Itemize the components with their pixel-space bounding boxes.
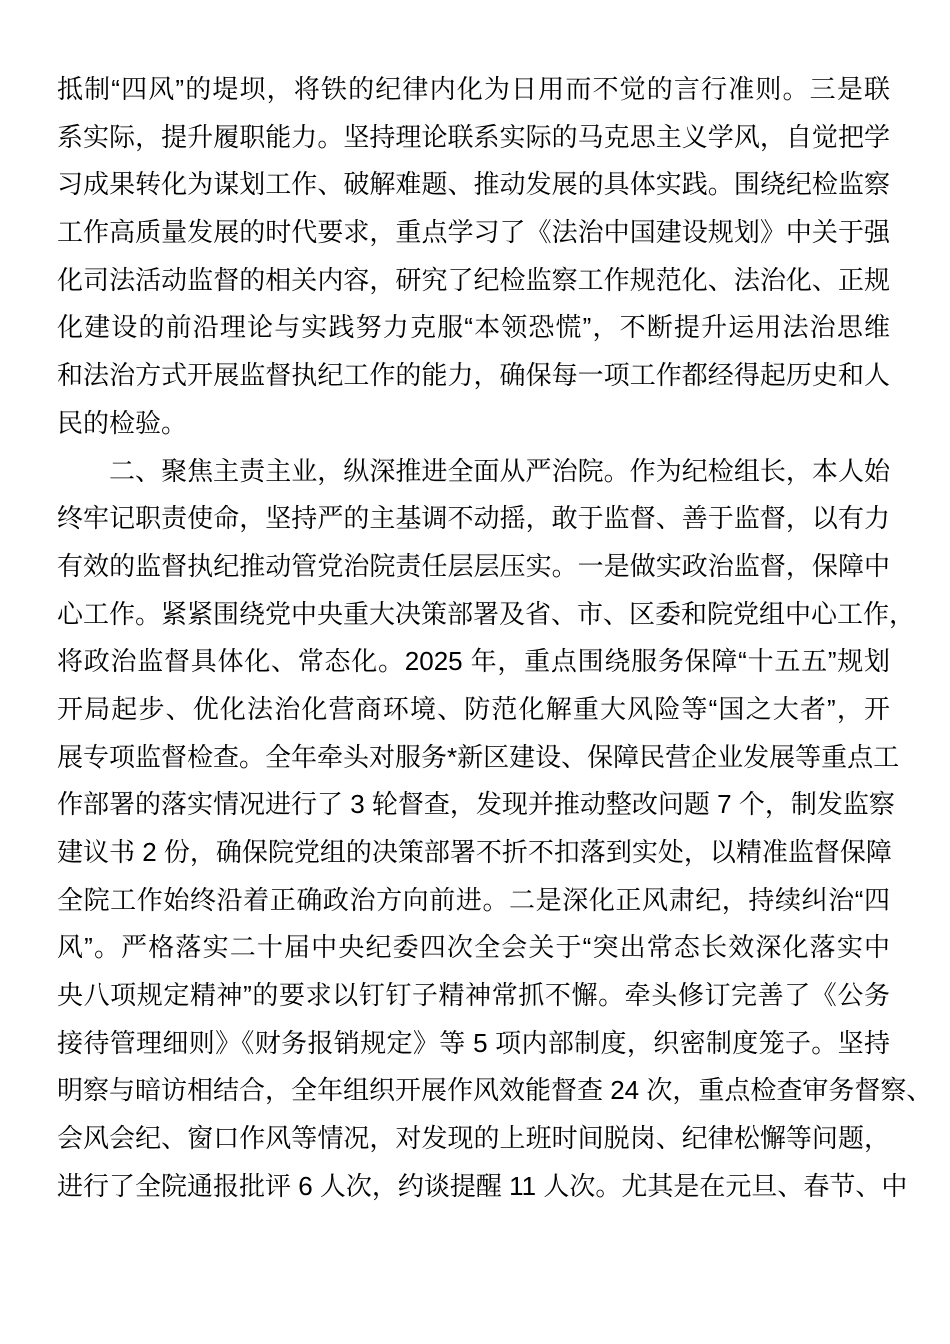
text-column <box>57 66 933 1211</box>
text-line: 全院工作始终沿着正确政治方向前进。二是深化正风肃纪，持续纠治“四 <box>57 884 890 915</box>
text-line: 心工作。紧紧围绕党中央重大决策部署及省、市、区委和院党组中心工作， <box>57 598 916 629</box>
text-line: 习成果转化为谋划工作、破解难题、推动发展的具体实践。围绕纪检监察 <box>57 169 890 200</box>
text-line: 民的检验。 <box>57 407 188 438</box>
text-line: 明察与暗访相结合，全年组织开展作风效能督查 24 次，重点检查审务督察、 <box>57 1075 933 1106</box>
text-line: 化建设的前沿理论与实践努力克服“本领恐慌”，不断提升运用法治思维 <box>57 312 890 343</box>
text-line: 将政治监督具体化、常态化。2025 年，重点围绕服务保障“十五五”规划 <box>57 646 890 677</box>
text-line: 二、聚焦主责主业，纵深推进全面从严治院。作为纪检组长，本人始 <box>109 455 890 486</box>
text-line: 终牢记职责使命，坚持严的主基调不动摇，敢于监督、善于监督，以有力 <box>57 503 890 534</box>
text-line: 建议书 2 份，确保院党组的决策部署不折不扣落到实处，以精准监督保障 <box>57 837 892 867</box>
text-line: 进行了全院通报批评 6 人次，约谈提醒 11 人次。尤其是在元旦、春节、中 <box>57 1170 908 1201</box>
text-line: 接待管理细则》《财务报销规定》等 5 项内部制度，织密制度笼子。坚持 <box>57 1027 890 1058</box>
text-line: 展专项监督检查。全年牵头对服务*新区建设、保障民营企业发展等重点工 <box>57 741 900 772</box>
text-line: 开局起步、优化法治化营商环境、防范化解重大风险等“国之大者”，开 <box>57 693 890 724</box>
text-line: 抵制“四风”的堤坝，将铁的纪律内化为日用而不觉的言行准则。三是联 <box>57 74 890 104</box>
text-line: 风”。严格落实二十届中央纪委四次全会关于“突出常态长效深化落实中 <box>57 932 890 963</box>
paragraph <box>57 448 933 1211</box>
text-line: 化司法活动监督的相关内容，研究了纪检监察工作规范化、法治化、正规 <box>57 264 890 295</box>
text-line: 系实际，提升履职能力。坚持理论联系实际的马克思主义学风，自觉把学 <box>57 121 890 152</box>
text-line: 有效的监督执纪推动管党治院责任层层压实。一是做实政治监督，保障中 <box>57 550 890 581</box>
text-line: 作部署的落实情况进行了 3 轮督查，发现并推动整改问题 7 个，制发监察 <box>57 789 895 820</box>
text-line: 会风会纪、窗口作风等情况，对发现的上班时间脱岗、纪律松懈等问题， <box>57 1123 890 1154</box>
text-line: 央八项规定精神”的要求以钉钉子精神常抓不懈。牵头修订完善了《公务 <box>57 980 890 1011</box>
paragraph <box>57 66 890 448</box>
text-line: 工作高质量发展的时代要求，重点学习了《法治中国建设规划》中关于强 <box>57 217 890 248</box>
text-line: 和法治方式开展监督执纪工作的能力，确保每一项工作都经得起历史和人 <box>57 360 890 391</box>
